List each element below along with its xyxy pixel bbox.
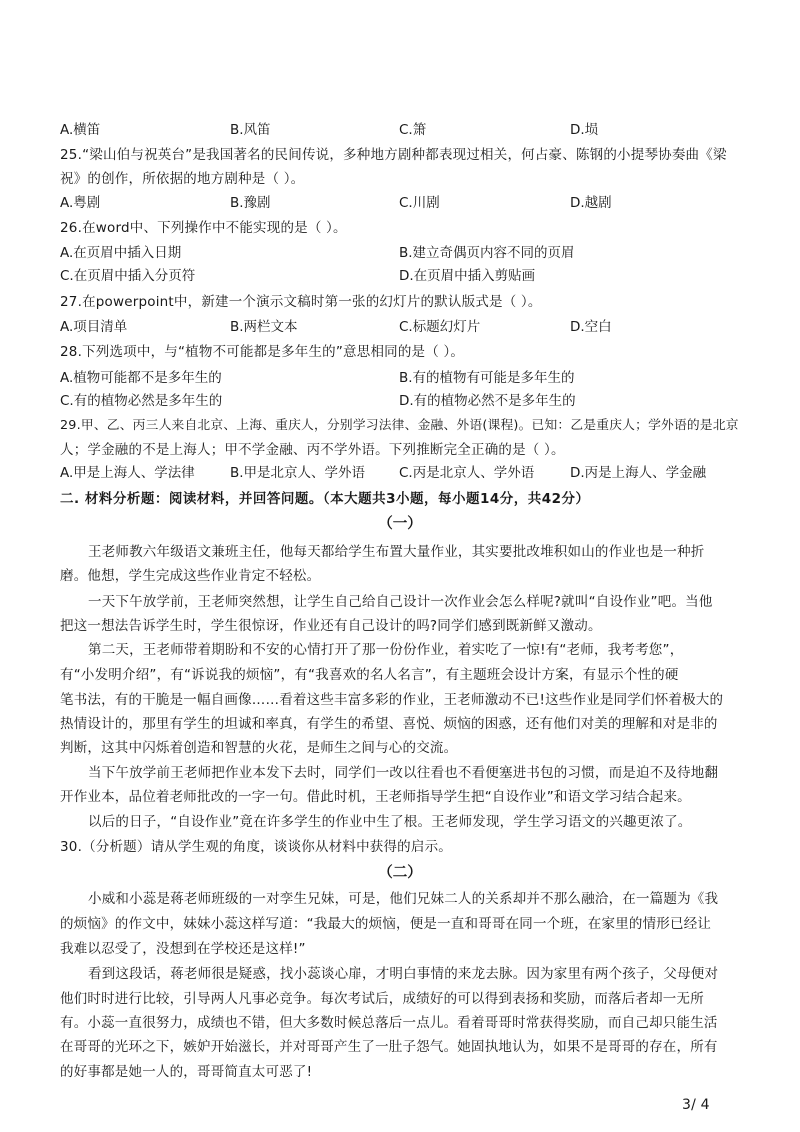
material-2-line: 看到这段话，蒋老师很是疑惑，找小蕊谈心扉，才明白事情的来龙去脉。因为家里有两个孩子，父母便对 xyxy=(88,966,719,982)
q29-option-d: D.丙是上海人、学金融 xyxy=(570,465,707,481)
material-2-line: 小威和小蕊是蒋老师班级的一对孪生兄妹，可是，他们兄妹二人的关系却并不那么融洽，在一篇题为《我 xyxy=(88,891,719,907)
q28-options-row-1 xyxy=(60,372,740,390)
q28-option-a: A.植物可能都不是多年生的 xyxy=(60,370,222,386)
q28-option-d: D.有的植物必然不是多年生的 xyxy=(399,393,576,409)
material-1-line: 以后的日子，“自设作业”竟在许多学生的作业中生了根。王老师发现，学生学习语文的兴趣更浓了。 xyxy=(88,814,692,830)
q29-option-b: B.甲是北京人、学外语 xyxy=(230,465,366,481)
q25-option-d: D.越剧 xyxy=(570,195,612,211)
material-2-line: 的烦恼》的作文中，妹妹小蕊这样写道：“我最大的烦恼，便是一直和哥哥在同一个班，在家里的情形已经让 xyxy=(60,916,712,932)
material-1-line: 第二天，王老师带着期盼和不安的心情打开了那一份份作业，着实吃了一惊!有“老师，我考考您”， xyxy=(88,642,684,658)
q26-option-a: A.在页眉中插入日期 xyxy=(60,245,182,261)
section-2-title: 二. 材料分析题：阅读材料，并回答问题。（本大题共3小题，每小题14分，共42分） xyxy=(60,491,590,507)
q26-stem: 26.在word中、下列操作中不能实现的是（ ）。 xyxy=(60,220,347,236)
q26-options-row-2 xyxy=(60,270,740,288)
material-2-line: 在哥哥的光环之下，嫉妒开始滋长，并对哥哥产生了一肚子怨气。她固执地认为，如果不是哥哥的存在，所有 xyxy=(60,1039,718,1055)
material-1-line: 当下午放学前王老师把作业本发下去时，同学们一改以往看也不看便塞进书包的习惯，而是迫不及待地翻 xyxy=(88,765,719,781)
q28-option-c: C.有的植物必然是多年生的 xyxy=(60,393,223,409)
q29-stem-line-1: 29.甲、乙、丙三人来自北京、上海、重庆人，分别学习法律、金融、外语(课程)。已知：乙是重庆人；学外语的是北京 xyxy=(60,418,739,433)
q29-option-c: C.丙是北京人、学外语 xyxy=(399,465,535,481)
q27-option-d: D.空白 xyxy=(570,319,612,335)
q24-options xyxy=(60,124,740,142)
q26-option-b: B.建立奇偶页内容不同的页眉 xyxy=(399,245,575,261)
q24-option-d: D.埙 xyxy=(570,122,599,138)
q25-stem-line-1: 25.“梁山伯与祝英台”是我国著名的民间传说，多种地方剧种都表现过相关，何占豪、陈钢的小提琴协奏曲《梁 xyxy=(60,147,727,163)
material-2-heading: （二） xyxy=(378,865,422,881)
q25-option-b: B.豫剧 xyxy=(230,195,271,211)
q28-options-row-2 xyxy=(60,395,740,413)
q30-question: 30.（分析题）请从学生观的角度，谈谈你从材料中获得的启示。 xyxy=(60,839,452,855)
q24-option-c: C.箫 xyxy=(399,122,427,138)
material-1-line: 开作业本，品位着老师批改的一字一句。借此时机，王老师指导学生把“自设作业”和语文学习结合起来。 xyxy=(60,789,691,805)
q24-option-b: B.风笛 xyxy=(230,122,271,138)
q27-option-a: A.项目清单 xyxy=(60,319,128,335)
material-2-line: 的好事都是她一人的，哥哥简直太可恶了! xyxy=(60,1064,313,1080)
material-1-line: 笔书法，有的干脆是一幅自画像……看着这些丰富多彩的作业，王老师激动不已!这些作业是同学们怀着极大的 xyxy=(60,692,724,708)
q29-option-a: A.甲是上海人、学法律 xyxy=(60,465,195,481)
q29-stem-line-2: 人；学金融的不是上海人；甲不学金融、丙不学外语。下列推断完全正确的是（ ）。 xyxy=(60,442,565,458)
q27-options xyxy=(60,321,740,339)
material-1-heading: （一） xyxy=(378,516,422,532)
page-number: 3/ 4 xyxy=(682,1097,710,1113)
material-2-line: 有。小蕊一直很努力，成绩也不错，但大多数时候总落后一点儿。看着哥哥时常获得奖励，而自己却只能生活 xyxy=(60,1015,718,1031)
material-1-line: 把这一想法告诉学生时，学生很惊讶，作业还有自己设计的吗?同学们感到既新鲜又激动。 xyxy=(60,618,602,634)
material-1-line: 王老师教六年级语文兼班主任，他每天都给学生布置大量作业，其实要批改堆积如山的作业也是一种折 xyxy=(88,544,705,560)
q25-option-a: A.粤剧 xyxy=(60,195,101,211)
q24-option-a: A.横笛 xyxy=(60,122,101,138)
material-1-line: 有“小发明介绍”，有“诉说我的烦恼”，有“我喜欢的名人名言”，有主题班会设计方案，有显示个性的硬 xyxy=(60,667,679,683)
material-1-line: 热情设计的，那里有学生的坦诚和率真，有学生的希望、喜悦、烦恼的困惑，还有他们对美的理解和对是非的 xyxy=(60,716,718,732)
q27-option-c: C.标题幻灯片 xyxy=(399,319,481,335)
material-2-line: 我难以忍受了，没想到在学校还是这样!” xyxy=(60,941,306,957)
q29-options xyxy=(60,467,740,485)
q26-option-d: D.在页眉中插入剪贴画 xyxy=(399,268,536,284)
material-1-line: 判断，这其中闪烁着创造和智慧的火花，是师生之间与心的交流。 xyxy=(60,740,458,756)
q25-option-c: C.川剧 xyxy=(399,195,440,211)
q27-option-b: B.两栏文本 xyxy=(230,319,298,335)
q25-stem-line-2: 祝》的创作，所依据的地方剧种是（ ）。 xyxy=(60,171,305,187)
q25-options xyxy=(60,197,740,215)
material-1-line: 一天下午放学前，王老师突然想，让学生自己给自己设计一次作业会怎么样呢?就叫“自设作业”吧。当他 xyxy=(88,594,713,610)
q27-stem: 27.在powerpoint中，新建一个演示文稿时第一张的幻灯片的默认版式是（ ）。 xyxy=(60,294,542,310)
q26-option-c: C.在页眉中插入分页符 xyxy=(60,268,196,284)
q28-option-b: B.有的植物有可能是多年生的 xyxy=(399,370,575,386)
material-1-line: 磨。他想，学生完成这些作业肯定不轻松。 xyxy=(60,568,321,584)
q28-stem: 28.下列选项中，与“植物不可能都是多年生的”意思相同的是（ ）。 xyxy=(60,344,465,360)
material-2-line: 他们时时进行比较，引导两人凡事必竞争。每次考试后，成绩好的可以得到表扬和奖励，而落后者却一无所 xyxy=(60,991,704,1007)
q26-options-row-1 xyxy=(60,247,740,265)
